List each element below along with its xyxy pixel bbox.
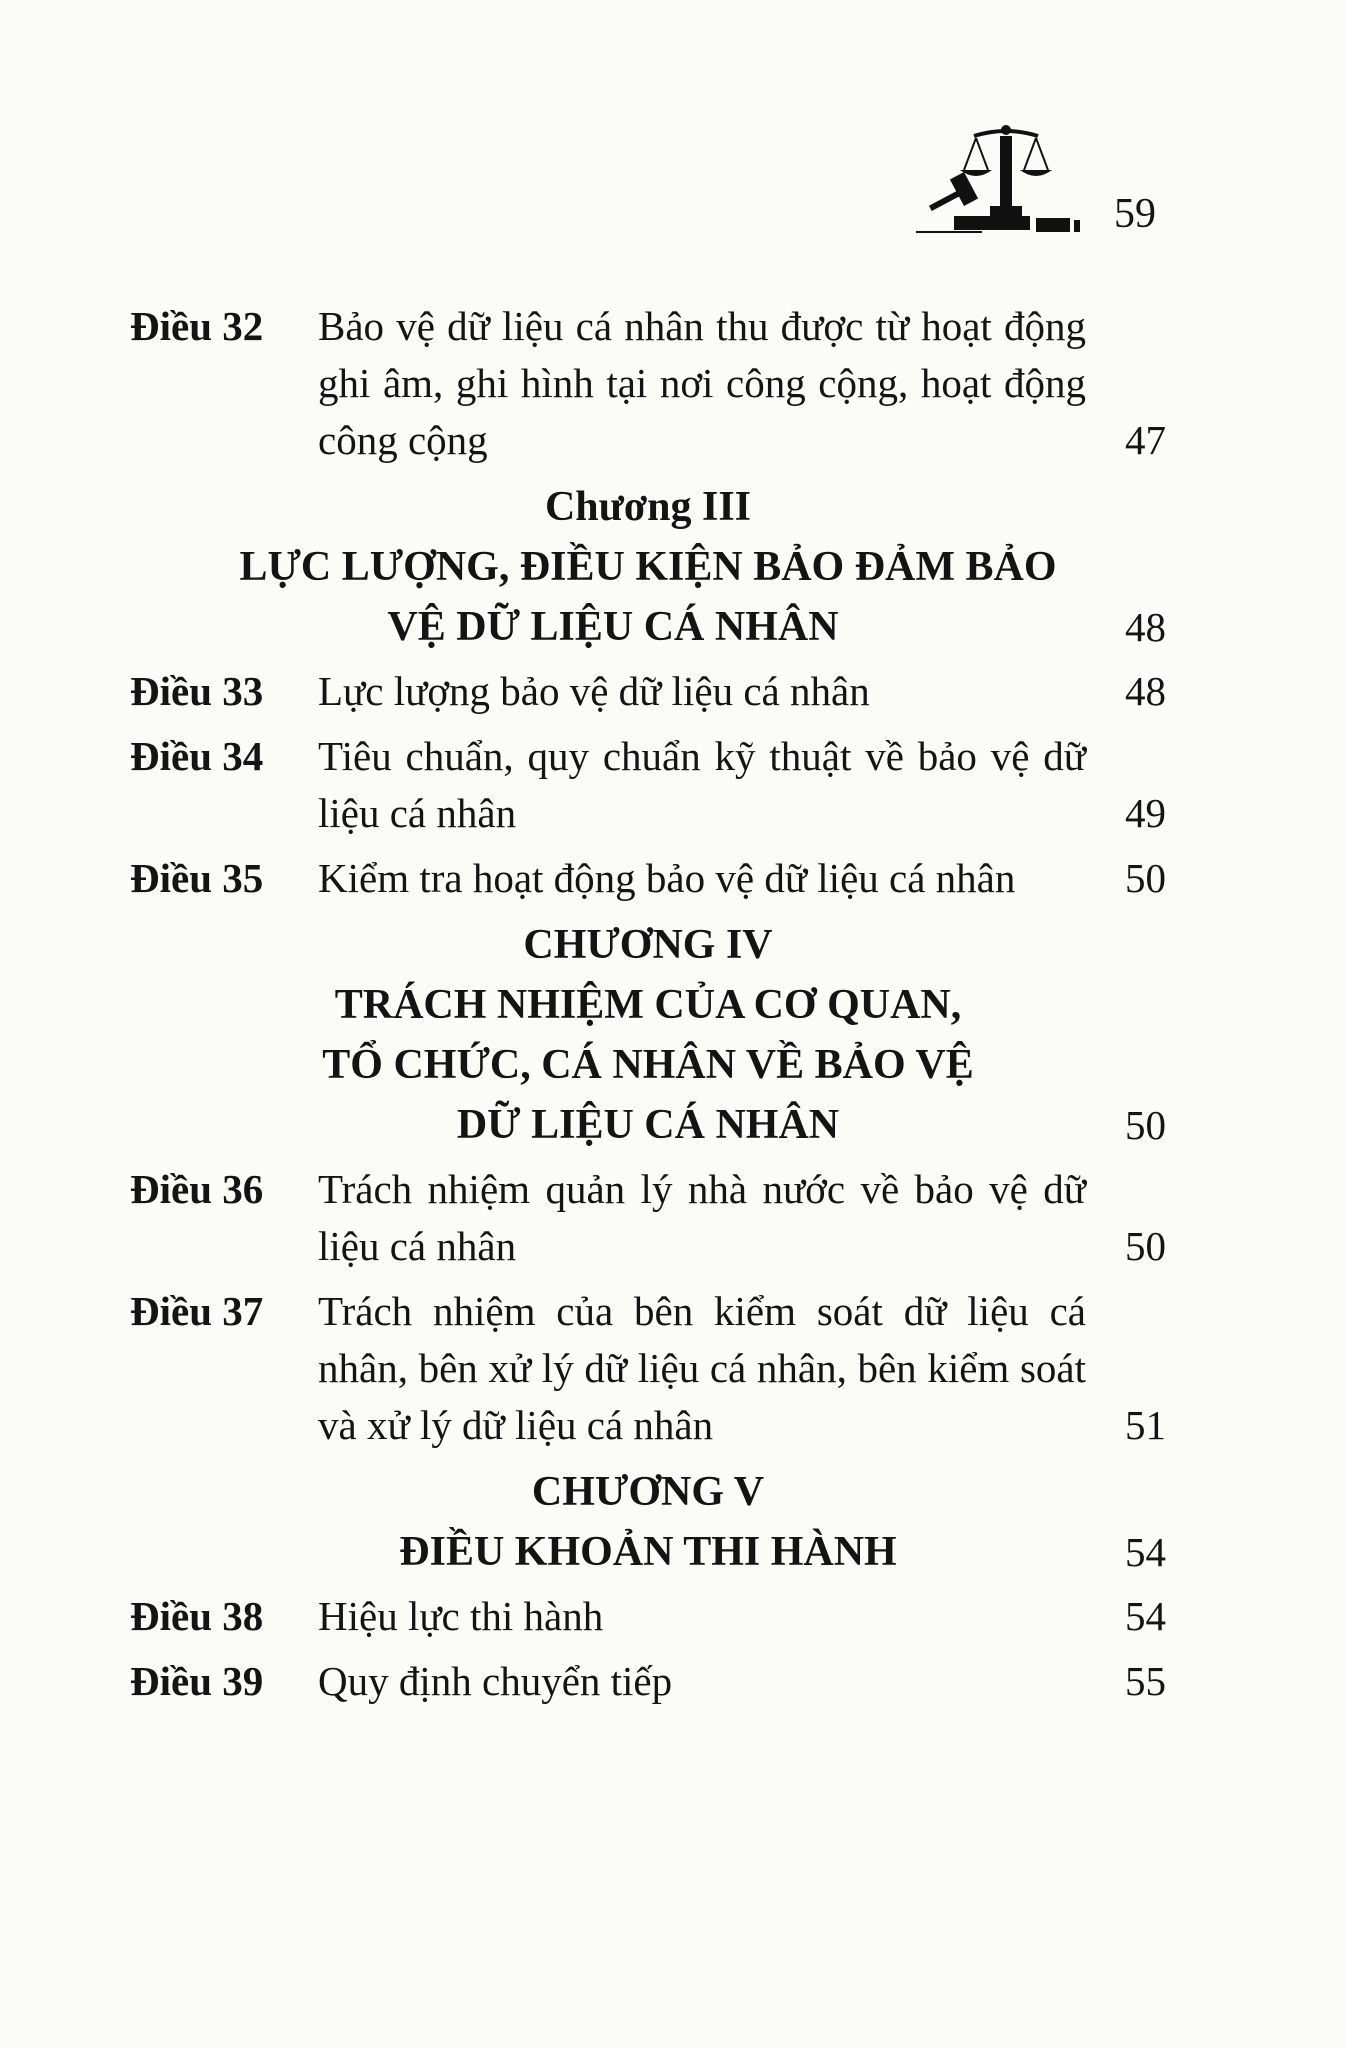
- page-ref: 47: [1125, 417, 1166, 463]
- page-ref: 54: [1125, 1529, 1166, 1575]
- article-title: Quy định chuyển tiếp: [318, 1658, 673, 1704]
- article-label: Điều 36: [130, 1166, 264, 1212]
- chapter-label: CHƯƠNG IV: [523, 922, 773, 968]
- page-ref: 48: [1125, 668, 1166, 714]
- article-title: Kiểm tra hoạt động bảo vệ dữ liệu cá nhân: [318, 855, 1016, 901]
- page-ref: 55: [1125, 1658, 1166, 1704]
- chapter-title-line: ĐIỀU KHOẢN THI HÀNH: [399, 1529, 897, 1575]
- article-label: Điều 34: [130, 733, 264, 779]
- article-label: Điều 35: [130, 855, 264, 901]
- article-label: Điều 33: [130, 668, 264, 714]
- page-ref: 54: [1125, 1593, 1166, 1639]
- toc-entry-dieu-38[interactable]: [130, 1588, 1166, 1645]
- article-title: Hiệu lực thi hành: [318, 1593, 604, 1639]
- page-ref: 50: [1125, 1223, 1166, 1269]
- article-title: Tiêu chuẩn, quy chuẩn kỹ thuật về bảo vệ dữ liệu cá nhân: [318, 733, 1086, 836]
- chapter-title-line: TRÁCH NHIỆM CỦA CƠ QUAN,: [334, 982, 962, 1028]
- table-of-contents: [130, 298, 1166, 1718]
- page-ref: 48: [1125, 604, 1166, 650]
- article-label: Điều 37: [130, 1288, 264, 1334]
- article-title: Trách nhiệm quản lý nhà nước về bảo vệ dữ liệu cá nhân: [318, 1166, 1086, 1269]
- toc-entry-dieu-34[interactable]: [130, 728, 1166, 842]
- toc-entry-dieu-32[interactable]: [130, 298, 1166, 469]
- toc-entry-dieu-36[interactable]: [130, 1161, 1166, 1275]
- page-ref: 50: [1125, 1102, 1166, 1148]
- chapter-title-line: DỮ LIỆU CÁ NHÂN: [456, 1102, 840, 1148]
- chapter-title-line: LỰC LƯỢNG, ĐIỀU KIỆN BẢO ĐẢM BẢO: [239, 544, 1057, 590]
- page-number: 59: [1114, 191, 1156, 237]
- page-ref: 51: [1125, 1402, 1166, 1448]
- toc-entry-dieu-39[interactable]: [130, 1653, 1166, 1710]
- chapter-heading-3[interactable]: [130, 477, 1166, 657]
- scales-of-justice-gavel-icon: [916, 118, 1096, 240]
- page-ref: 49: [1125, 790, 1166, 836]
- article-label: Điều 38: [130, 1593, 264, 1639]
- article-title: Lực lượng bảo vệ dữ liệu cá nhân: [318, 668, 870, 714]
- chapter-heading-5[interactable]: [130, 1462, 1166, 1582]
- toc-entry-dieu-37[interactable]: [130, 1283, 1166, 1454]
- chapter-heading-4[interactable]: [130, 915, 1166, 1155]
- toc-entry-dieu-35[interactable]: [130, 850, 1166, 907]
- article-title: Bảo vệ dữ liệu cá nhân thu được từ hoạt động ghi âm, ghi hình tại nơi công cộng, hoạt động công cộng: [318, 303, 1086, 463]
- chapter-label: CHƯƠNG V: [531, 1469, 765, 1515]
- toc-entry-dieu-33[interactable]: [130, 663, 1166, 720]
- page-ref: 50: [1125, 855, 1166, 901]
- chapter-title-line: VỆ DỮ LIỆU CÁ NHÂN: [387, 604, 839, 650]
- chapter-title-line: TỔ CHỨC, CÁ NHÂN VỀ BẢO VỆ: [322, 1042, 974, 1088]
- article-label: Điều 32: [130, 303, 264, 349]
- article-label: Điều 39: [130, 1658, 264, 1704]
- article-title: Trách nhiệm của bên kiểm soát dữ liệu cá nhân, bên xử lý dữ liệu cá nhân, bên kiểm soát và xử lý dữ liệu cá nhân: [318, 1288, 1086, 1448]
- chapter-label: Chương III: [544, 484, 752, 530]
